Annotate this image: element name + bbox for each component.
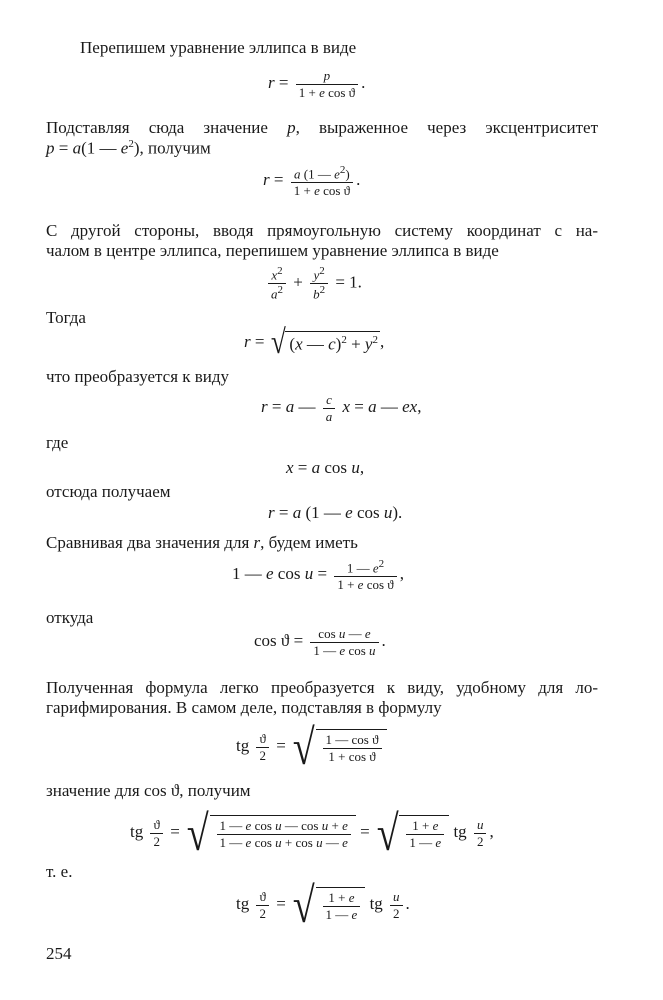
text-line-7: что преобразуется к виду bbox=[46, 367, 230, 386]
equation-2: r = $\frac{a (1 — e^2)}{\text{1 + e cos ϑ}}$ . bbox=[263, 164, 361, 198]
text-line-4: С другой стороны, вводя прямоугольную систему координат с на- bbox=[46, 221, 598, 240]
text-line-13: гарифмирования. В самом деле, подставляя в формулу bbox=[46, 698, 442, 717]
equation-5: r = a — $\frac{c}{a}$ x = a — ex, bbox=[261, 392, 422, 424]
text-line-2: Подставляя сюда значение p, выраженное через эксцентриситет bbox=[46, 118, 599, 137]
text-line-12: Полученная формула легко преобразуется к виду, удобному для ло- bbox=[46, 678, 598, 697]
text-line-9: отсюда получаем bbox=[46, 482, 171, 501]
text-line-15: т. е. bbox=[46, 862, 73, 881]
equation-4: r = √ (x — $c)^2 + y^2$ , bbox=[244, 324, 385, 361]
text-line-8: где bbox=[46, 433, 69, 452]
text-line-14: значение для cos ϑ, получим bbox=[46, 781, 251, 800]
equation-12: tg $\frac{ϑ}{2}$ = √ $\frac{1 + e}{1 — e}$ tg $\frac{u}{2}$ . bbox=[236, 877, 410, 933]
equation-11: tg $\frac{ϑ}{2}$ = √ $\frac{\text{1 — e cos u — cos u + e}}{\text{1 — e cos u + cos u — e}}$ = √ $\frac{1 + e}{1 — e}$ tg $\frac{u}{2}$ , bbox=[130, 805, 494, 861]
equation-9: cos ϑ = $\frac{\text{cos u — e}}{\text{1 — e cos u}}$ . bbox=[254, 626, 386, 658]
equation-6: x = a cos u, bbox=[286, 458, 365, 477]
text-line-10: Сравнивая два значения для r, будем иметь bbox=[46, 533, 358, 552]
equation-10: tg $\frac{ϑ}{2}$ = √ $\frac{\text{1 — cos ϑ}}{\text{1 + cos ϑ}}$ bbox=[236, 722, 387, 772]
equation-3: $\frac{x^2}{a^2}$ + $\frac{y^2}{b^2}$ = 1. bbox=[265, 265, 362, 302]
text-line-1: Перепишем уравнение эллипса в виде bbox=[80, 38, 357, 57]
equation-1: r = $\frac{p}{\text{1 + e cos ϑ}}$ . bbox=[268, 68, 366, 100]
text-line-6: Тогда bbox=[46, 308, 86, 327]
equation-8: 1 — e cos u = $\frac{1 — e^2}{\text{1 + e cos ϑ}}$ , bbox=[232, 558, 404, 592]
text-line-3: p = a(1 — $e^2$), получим bbox=[46, 138, 211, 158]
text-line-11: откуда bbox=[46, 608, 94, 627]
equation-7: r = a (1 — e cos u). bbox=[268, 503, 403, 522]
text-line-5: чалом в центре эллипса, перепишем уравнение эллипса в виде bbox=[46, 241, 499, 260]
page-number: 254 bbox=[46, 944, 72, 963]
